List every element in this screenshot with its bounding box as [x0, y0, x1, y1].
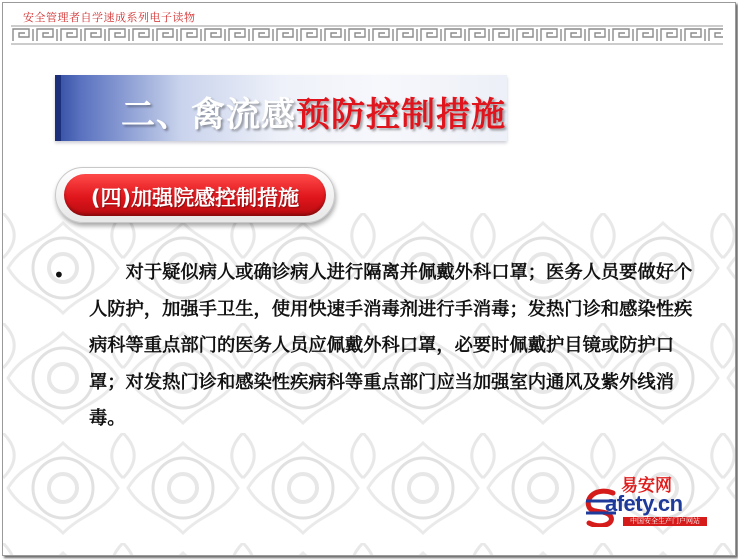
subtitle-label: (四)加强院感控制措施: [90, 186, 300, 210]
logo-domain: afety.cn: [605, 491, 683, 516]
title-banner: [55, 75, 507, 141]
page-title: [121, 87, 506, 136]
decorative-border-band: [11, 25, 723, 45]
subtitle-pill-inner: [64, 174, 326, 216]
logo-name-cn: 易安网: [621, 476, 672, 496]
bullet-marker: •: [53, 263, 65, 287]
logo-tagline: 中国安全生产门户网站: [630, 517, 700, 525]
title-part-white: 二、禽流感: [121, 95, 296, 135]
subtitle-pill: [55, 167, 335, 223]
body-paragraph: 对于疑似病人或确诊病人进行隔离并佩戴外科口罩；医务人员要做好个人防护，加强手卫生，使用快速手消毒剂进行手消毒；发热门诊和感染性疾病科等重点部门的医务人员应佩戴外科口罩，必要时佩戴护目镜或防护口罩；对发热门诊和感染性疾病科等重点部门应当加强室内通风及紫外线消毒。: [89, 262, 693, 429]
site-logo: [583, 473, 723, 535]
logo-tagline-strip: [623, 517, 707, 526]
header-caption: 安全管理者自学速成系列电子读物: [23, 11, 196, 24]
title-part-red: 预防控制措施: [296, 95, 506, 135]
slide: [2, 2, 736, 556]
